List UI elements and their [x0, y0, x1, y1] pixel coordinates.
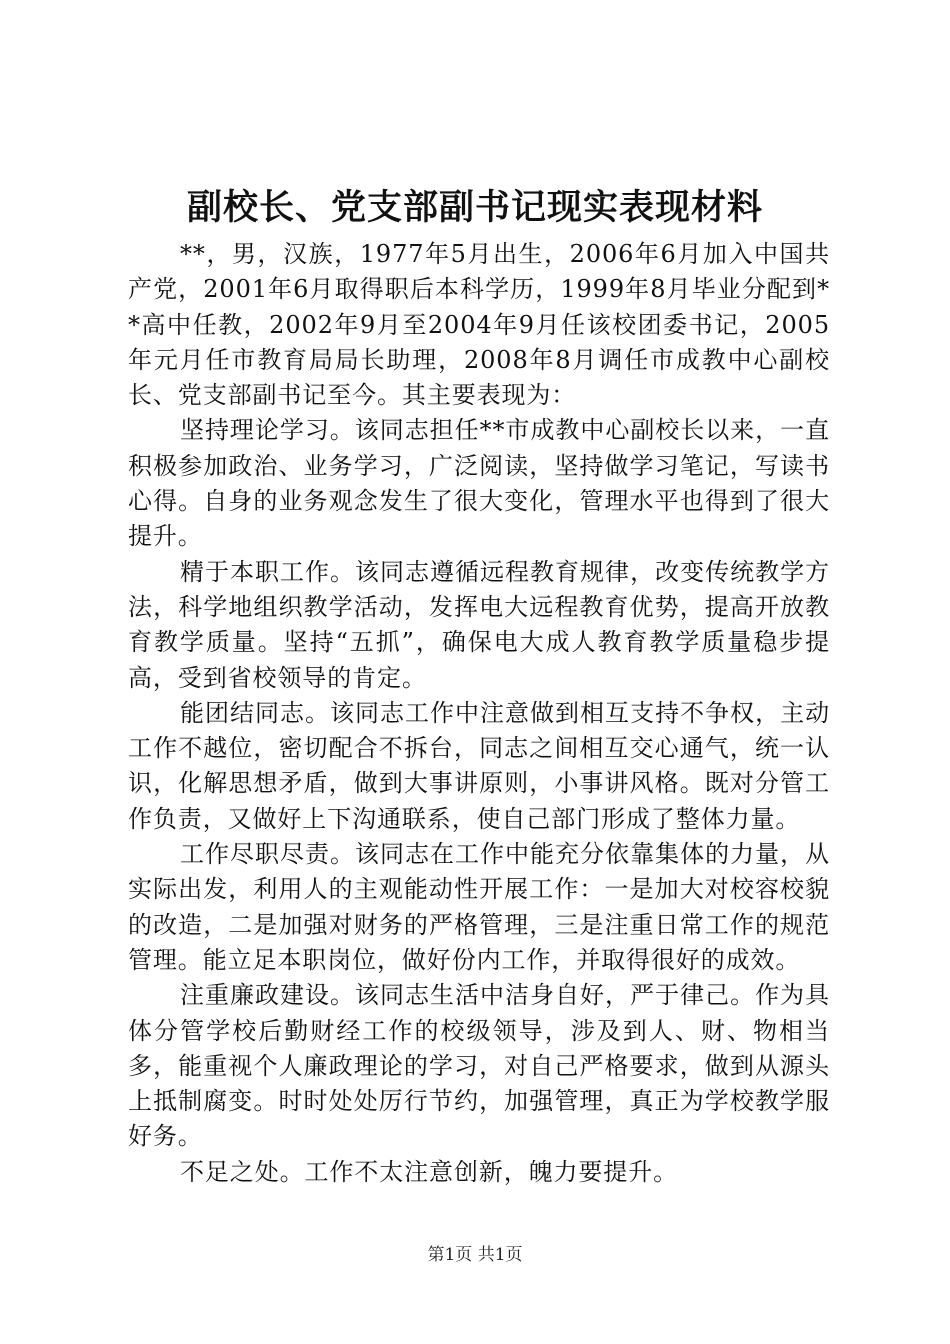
document-body: [128, 237, 830, 1190]
paragraph-job-work: 精于本职工作。该同志遵循远程教育规律，改变传统教学方法，科学地组织教学活动，发挥电大远程教育优势，提高开放教育教学质量。坚持“五抓”，确保电大成人教育教学质量稳步提高，受到省校领导的肯定。: [128, 557, 830, 692]
paragraph-theory-study: 坚持理论学习。该同志担任**市成教中心副校长以来，一直积极参加政治、业务学习，广泛阅读，坚持做学习笔记，写读书心得。自身的业务观念发生了很大变化，管理水平也得到了很大提升。: [128, 416, 830, 551]
paragraph-responsibility: 工作尽职尽责。该同志在工作中能充分依靠集体的力量，从实际出发，利用人的主观能动性开展工作：一是加大对校容校貌的改造，二是加强对财务的严格管理，三是注重日常工作的规范管理。能立足本职岗位，做好份内工作，并取得很好的成效。: [128, 840, 830, 974]
paragraph-integrity: 注重廉政建设。该同志生活中洁身自好，严于律己。作为具体分管学校后勤财经工作的校级领导，涉及到人、财、物相当多，能重视个人廉政理论的学习，对自己严格要求，做到从源头上抵制腐变。时时处处厉行节约，加强管理，真正为学校教学服好务。: [128, 981, 830, 1151]
document-title: 副校长、党支部副书记现实表现材料: [186, 187, 763, 228]
page-footer: 第1页 共1页: [427, 1245, 523, 1265]
paragraph-intro: **，男，汉族，1977年5月出生，2006年6月加入中国共产党，2001年6月取得职后本科学历，1999年8月毕业分配到**高中任教，2002年9月至2004年9月任该校团委书记，2005年元月任市教育局局长助理，2008年8月调任市成教中心副校长、党支部副书记至今。其主要表现为：: [128, 240, 830, 410]
paragraph-unity: 能团结同志。该同志工作中注意做到相互支持不争权，主动工作不越位，密切配合不拆台，同志之间相互交心通气，统一认识，化解思想矛盾，做到大事讲原则，小事讲风格。既对分管工作负责，又做好上下沟通联系，使自己部门形成了整体力量。: [128, 698, 830, 833]
paragraph-shortcomings: 不足之处。工作不太注意创新，魄力要提升。: [180, 1157, 678, 1186]
